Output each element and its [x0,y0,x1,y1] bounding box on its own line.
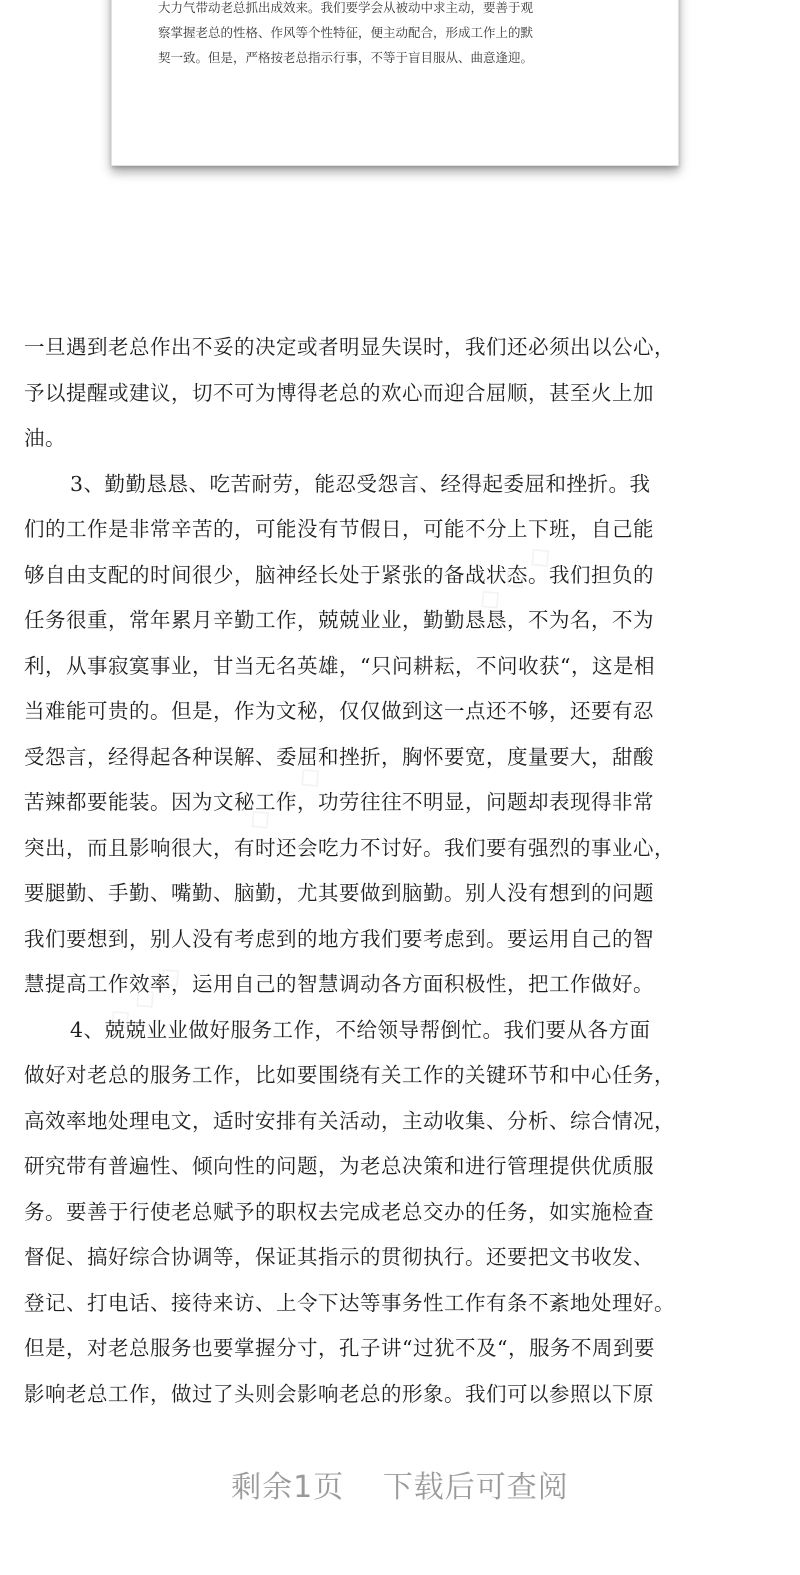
document-body [24,325,784,1417]
document-line: 督促、搞好综合协调等，保证其指示的贯彻执行。还要把文书收发、 [24,1245,654,1269]
document-line: 高效率地处理电文，适时安排有关活动，主动收集、分析、综合情况， [24,1108,675,1133]
document-line: 影响老总工作，做过了头则会影响老总的形象。我们可以参照以下原 [24,1381,654,1406]
document-line: 做好对老总的服务工作，比如要围绕有关工作的关键环节和中心任务， [24,1063,675,1087]
download-prompt[interactable] [0,1462,800,1506]
remaining-pages-label: 剩余1页 [231,1470,345,1505]
watermark-mark: ◇ ◇ ◇ [469,535,560,620]
document-line: 当难能可贵的。但是，作为文秘，仅仅做到这一点还不够，还要有忍 [24,699,654,723]
document-line: 登记、打电话、接待来访、上令下达等事务性工作有条不紊地处理好。 [24,1290,675,1315]
watermark-mark: ◇ ◇ ◇ [239,755,330,840]
document-line: 们的工作是非常辛苦的，可能没有节假日，可能不分上下班，自己能 [24,517,654,541]
document-line: 突出，而且影响很大，有时还会吃力不讨好。我们要有强烈的事业心， [24,835,675,860]
document-line: 务。要善于行使老总赋予的职权去完成老总交办的任务，如实施检查 [24,1199,654,1224]
document-line: 慧提高工作效率，运用自己的智慧调动各方面积极性，把工作做好。 [24,972,654,996]
preview-card-line: 察掌握老总的性格、作风等个性特征，便主动配合，形成工作上的默 [158,25,534,40]
document-line: 我们要想到，别人没有考虑到的地方我们要考虑到。要运用自己的智 [24,926,654,951]
preview-page-card [111,0,679,166]
paragraph-first-line: 3、勤勤恳恳、吃苦耐劳，能忍受怨言、经得起委屈和挫折。我 [70,471,651,496]
document-line: 一旦遇到老总作出不妥的决定或者明显失误时，我们还必须出以公心， [24,335,675,359]
document-line: 苦辣都要能装。因为文秘工作，功劳往往不明显，问题却表现得非常 [24,790,654,814]
document-line: 利，从事寂寞事业，甘当无名英雄，“只问耕耘，不问收获“，这是相 [24,653,655,678]
preview-card-line: 大力气带动老总抓出成效来。我们要学会从被动中求主动，要善于观 [158,0,534,15]
document-line: 研究带有普遍性、倾向性的问题，为老总决策和进行管理提供优质服 [24,1154,654,1178]
preview-card-text [158,0,648,70]
download-to-view-label: 下载后可查阅 [382,1470,569,1505]
document-line: 但是，对老总服务也要掌握分寸，孔子讲“过犹不及“，服务不周到要 [24,1336,655,1360]
preview-card-line: 契一致。但是，严格按老总指示行事，不等于盲目服从、曲意逢迎。 [158,50,534,65]
document-line: 受怨言，经得起各种误解、委屈和挫折，胸怀要宽，度量要大，甜酸 [24,744,654,769]
paragraph-first-line: 4、兢兢业业做好服务工作，不给领导帮倒忙。我们要从各方面 [70,1017,651,1042]
document-line: 油。 [24,426,66,450]
document-line: 任务很重，常年累月辛勤工作，兢兢业业，勤勤恳恳，不为名，不为 [24,608,654,632]
watermark-mark: ◇ ◇ ◇ [99,955,190,1040]
document-line: 要腿勤、手勤、嘴勤、脑勤，尤其要做到脑勤。别人没有想到的问题 [24,881,654,905]
document-line: 予以提醒或建议，切不可为博得老总的欢心而迎合屈顺，甚至火上加 [24,380,654,405]
document-line: 够自由支配的时间很少，脑神经长处于紧张的备战状态。我们担负的 [24,562,654,587]
